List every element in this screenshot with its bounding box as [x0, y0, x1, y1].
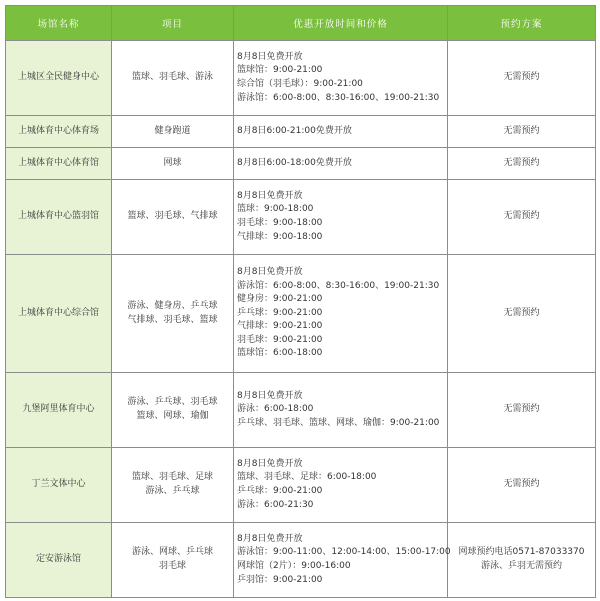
- time-line: 网球馆（2片）：9:00-16:00: [237, 561, 351, 571]
- table-row: [6, 41, 596, 116]
- venue-name: 上城体育中心体育场: [6, 116, 112, 148]
- venue-name: 上城区全民健身中心: [6, 41, 112, 116]
- venue-times: [234, 41, 448, 116]
- venue-times: [234, 523, 451, 598]
- venue-times: [234, 180, 448, 255]
- venue-booking: 无需预约: [448, 255, 596, 373]
- time-line: 气排球：9:00-21:00: [237, 321, 323, 332]
- table-row: [6, 116, 596, 148]
- time-line: 游泳馆：6:00-8:00、8:30-16:00、19:00-21:30: [237, 92, 440, 103]
- time-line: 乒乓球、羽毛球、篮球、网球、瑜伽：9:00-21:00: [237, 417, 440, 428]
- time-line: 健身房：9:00-21:00: [237, 294, 323, 305]
- venue-times: [234, 116, 448, 148]
- header-booking: 预约方案: [448, 6, 596, 41]
- venue-name: 九堡阿里体育中心: [6, 373, 112, 448]
- venue-name: 定安游泳馆: [6, 523, 112, 598]
- venue-items: 游泳、网球、乒乓球 羽毛球: [112, 523, 234, 598]
- time-line: 篮球馆：6:00-18:00: [237, 348, 323, 359]
- venue-times: [234, 148, 448, 180]
- venue-times: [234, 448, 448, 523]
- time-line: 羽毛球：9:00-21:00: [237, 334, 323, 345]
- time-line: 羽毛球：9:00-18:00: [237, 218, 323, 228]
- venue-booking: 网球预约电话0571-87033370 游泳、乒羽无需预约: [448, 523, 596, 598]
- table-body: [6, 41, 596, 598]
- venue-booking: 无需预约: [448, 448, 596, 523]
- time-line: 篮球：9:00-18:00: [237, 204, 314, 215]
- time-line: 篮球馆：9:00-21:00: [237, 65, 323, 76]
- time-line: 8月8日免费开放: [237, 266, 303, 277]
- table-row: [6, 180, 596, 255]
- venue-name: 上城体育中心综合馆: [6, 255, 112, 373]
- time-line: 篮球、羽毛球、足球：6:00-18:00: [237, 472, 377, 483]
- venue-booking: 无需预约: [448, 41, 596, 116]
- table-row: [6, 373, 596, 448]
- table-row: [6, 255, 596, 373]
- table-row: [6, 523, 596, 598]
- venue-items: 游泳、乒乓球、羽毛球 篮球、网球、瑜伽: [112, 373, 234, 448]
- time-line: 气排球：9:00-18:00: [237, 231, 323, 242]
- time-line: 8月8日6:00-21:00免费开放: [237, 125, 352, 136]
- time-line: 8月8日免费开放: [237, 51, 303, 62]
- venue-items: 游泳、健身房、乒乓球 气排球、羽毛球、篮球: [112, 255, 234, 373]
- venue-schedule-table: [5, 5, 596, 598]
- time-line: 8月8日免费开放: [237, 533, 303, 544]
- venue-items: 篮球、羽毛球、足球 游泳、乒乓球: [112, 448, 234, 523]
- table-row: [6, 148, 596, 180]
- time-line: 游泳：6:00-18:00: [237, 404, 314, 415]
- venue-times: [234, 255, 448, 373]
- venue-items: 健身跑道: [112, 116, 234, 148]
- header-venue: 场馆名称: [6, 6, 112, 41]
- time-line: 游泳馆：6:00-8:00、8:30-16:00、19:00-21:30: [237, 280, 440, 291]
- time-line: 8月8日免费开放: [237, 458, 303, 469]
- header-items: 项目: [112, 6, 234, 41]
- table-row: [6, 448, 596, 523]
- venue-name: 上城体育中心体育馆: [6, 148, 112, 180]
- time-line: 乒乓球：9:00-21:00: [237, 307, 323, 318]
- venue-booking: 无需预约: [448, 373, 596, 448]
- time-line: 乒羽馆：9:00-21:00: [237, 574, 323, 585]
- time-line: 乒乓球：9:00-21:00: [237, 486, 323, 496]
- venue-booking: 无需预约: [448, 116, 596, 148]
- header-row: [6, 6, 596, 41]
- time-line: 8月8日免费开放: [237, 190, 303, 201]
- venue-items: 篮球、羽毛球、气排球: [112, 180, 234, 255]
- time-line: 8月8日6:00-18:00免费开放: [237, 157, 352, 168]
- venue-booking: 无需预约: [448, 148, 596, 180]
- time-line: 游泳：6:00-21:30: [237, 499, 314, 510]
- venue-schedule-table-wrapper: [5, 5, 596, 598]
- time-line: 游泳馆：9:00-11:00、12:00-14:00、15:00-17:00: [237, 547, 451, 558]
- time-line: 综合馆（羽毛球）：9:00-21:00: [237, 79, 363, 89]
- header-times: 优惠开放时间和价格: [234, 6, 448, 41]
- venue-name: 丁兰文体中心: [6, 448, 112, 523]
- venue-items: 网球: [112, 148, 234, 180]
- time-line: 8月8日免费开放: [237, 390, 303, 401]
- venue-items: 篮球、羽毛球、游泳: [112, 41, 234, 116]
- venue-booking: 无需预约: [448, 180, 596, 255]
- venue-name: 上城体育中心篮羽馆: [6, 180, 112, 255]
- venue-times: [234, 373, 448, 448]
